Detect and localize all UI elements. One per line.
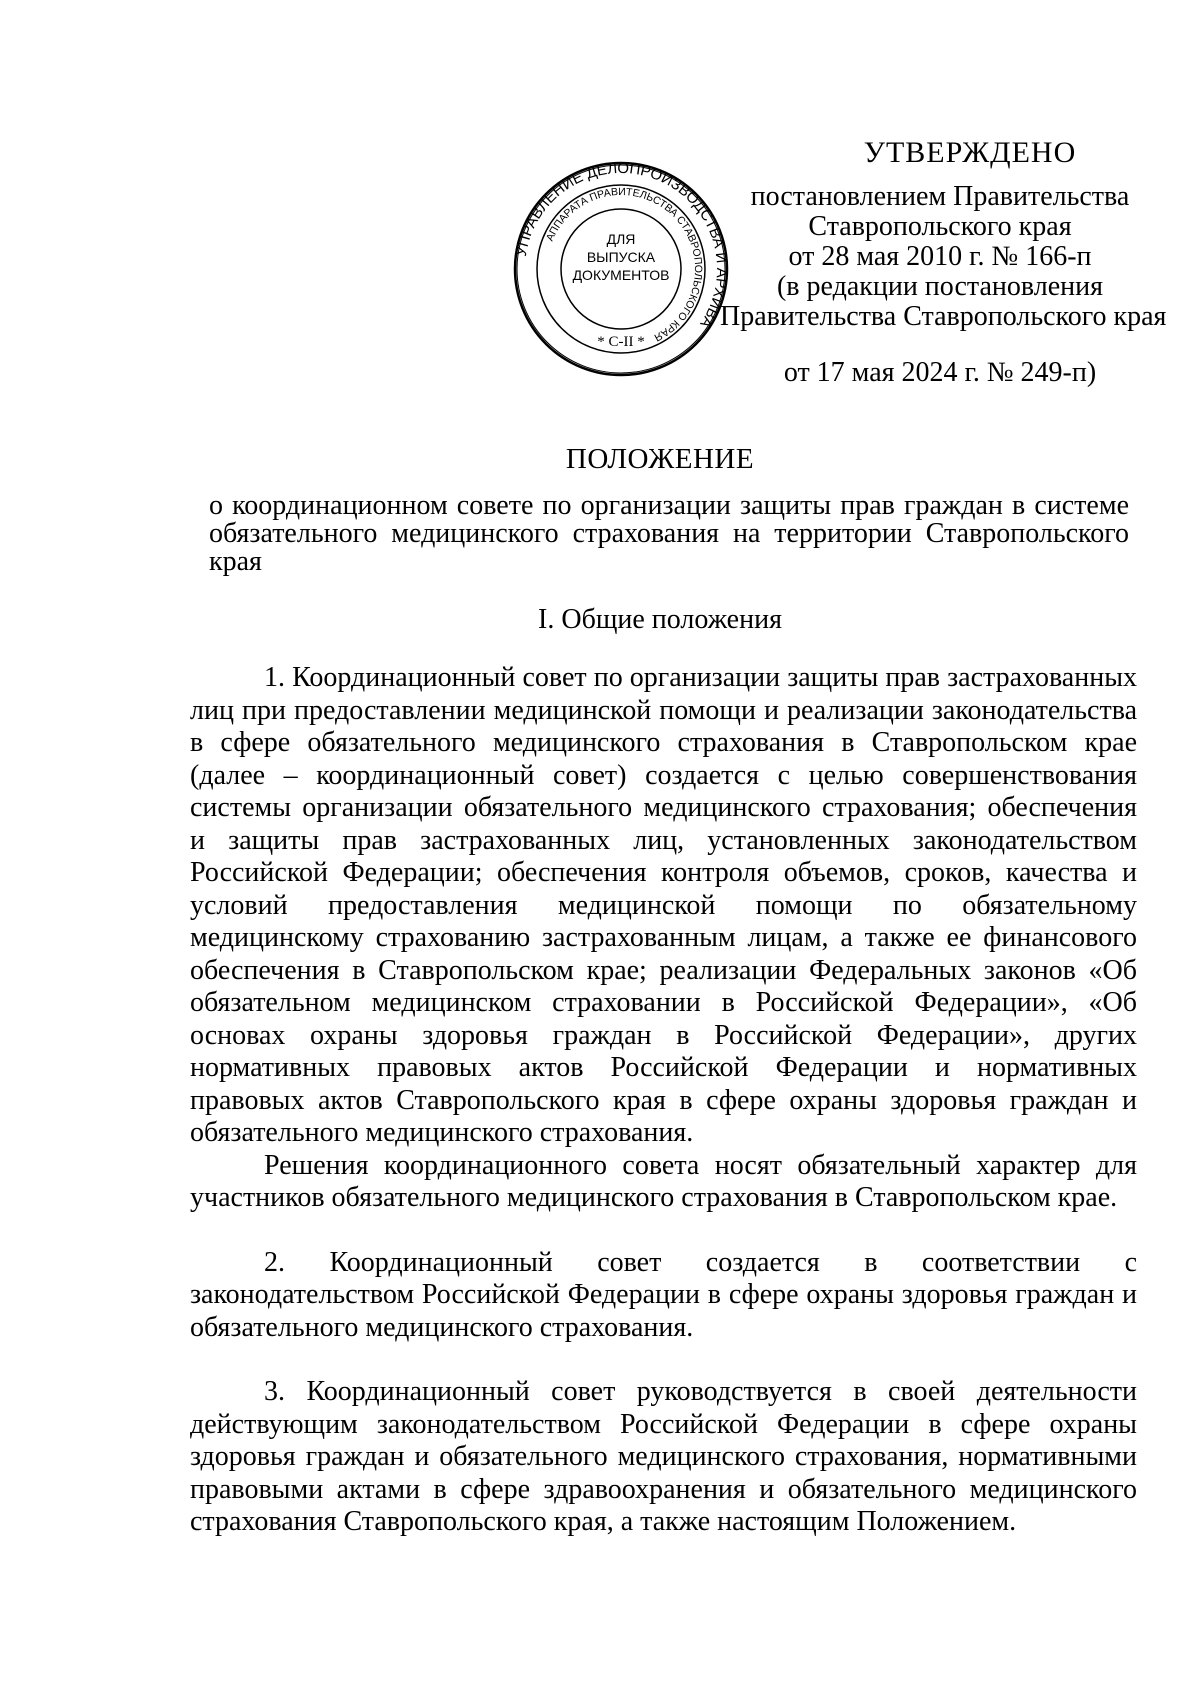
stamp-inner-text: АППАРАТА ПРАВИТЕЛЬСТВА СТАВРОПОЛЬСКОГО КРАЯ (543, 185, 705, 344)
paragraph: 1. Координационный совет по организации защиты прав застрахованных лиц при предоставлении медицинской помощи и реализации законодательства в сфере обязательного медицинского страхования в Ставропольском крае (далее – координационный совет) создается с целью совершенствования системы организации обязательного медицинского страхования; обеспечения и защиты прав застрахованных лиц, установленных законодательством Российской Федерации; обеспечения контроля объемов, сроков, качества и условий предоставления медицинской помощи по обязательному медицинскому страхованию застрахованным лицам, а также ее финансового обеспечения в Ставропольском крае; реализации Федеральных законов «Об обязательном медицинском страховании в Российской Федерации», «Об основах охраны здоровья граждан в Российской Федерации», других нормативных правовых актов Российской Федерации и нормативных правовых актов Ставропольского края в сфере охраны здоровья граждан и обязательного медицинского страхования. (190, 662, 1137, 1148)
stamp-center-line: ДОКУМЕНТОВ (572, 267, 670, 283)
approval-block (720, 136, 1167, 388)
approval-line: (в редакции постановления (776, 271, 1104, 302)
section-heading: I. Общие положения (538, 604, 782, 635)
paragraph: Решения координационного совета носят обязательный характер для участников обязательного медицинского страхования в Ставропольском крае. (190, 1149, 1137, 1213)
paragraph: 3. Координационный совет руководствуется в своей деятельности действующим законодательством Российской Федерации в сфере охраны здоровья граждан и обязательного медицинского страхования, нормативными правовыми актами в сфере здравоохранения и обязательного медицинского страхования Ставропольского края, а также настоящим Положением. (190, 1376, 1137, 1537)
approval-amendment: от 17 мая 2024 г. № 249-п) (783, 357, 1097, 388)
document-body (190, 662, 1137, 1539)
approval-heading: УТВЕРЖДЕНО (863, 136, 1077, 169)
approval-line: от 28 мая 2010 г. № 166-п (788, 241, 1092, 272)
document-title: ПОЛОЖЕНИЕ (565, 443, 755, 475)
approval-line: постановлением Правительства (750, 181, 1130, 212)
round-stamp (512, 160, 730, 378)
stamp-center-line: ДЛЯ (606, 231, 636, 247)
stamp-code: * С-II * (597, 334, 645, 350)
document-subtitle: о координационном совете по организации защиты прав граждан в системе обязательного медицинского страхования на территории Ставропольского края (209, 490, 1129, 577)
stamp-outer-text: УПРАВЛЕНИЕ ДЕЛОПРОИЗВОДСТВА И АРХИВА (512, 160, 730, 331)
stamp-center-line: ВЫПУСКА (586, 249, 656, 265)
paragraph: 2. Координационный совет создается в соответствии с законодательством Российской Федерации в сфере охраны здоровья граждан и обязательного медицинского страхования. (190, 1246, 1137, 1343)
approval-line: Правительства Ставропольского края (720, 301, 1167, 332)
approval-line: Ставропольского края (808, 211, 1072, 242)
